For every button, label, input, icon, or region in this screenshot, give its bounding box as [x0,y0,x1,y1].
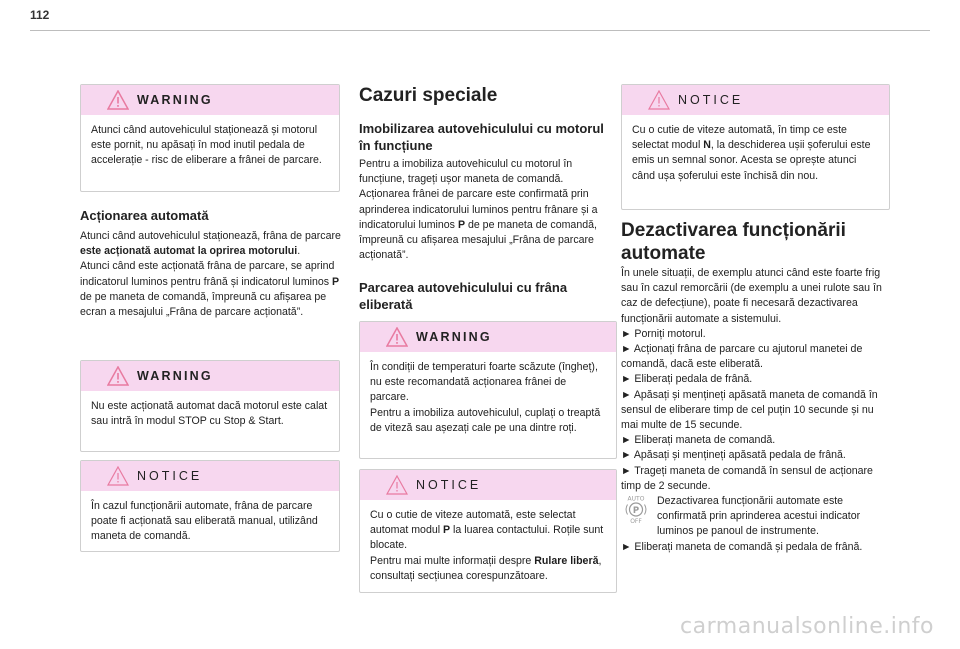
notice-box-automatic-gearbox [359,469,617,593]
step-item: ► Eliberați pedala de frână. [621,373,753,386]
step-item-last: ► Eliberați maneta de comandă și pedala de frână. [621,540,863,553]
auto-text-part: . [297,245,301,258]
warning-box-stop-start [80,360,340,452]
icon-text-auto: AUTO [627,495,645,503]
immobilising-text [359,157,621,263]
auto-p-off-indicator-icon [619,494,653,524]
automatic-activation-heading: Acționarea automată [80,208,209,223]
warning-title: WARNING [416,330,492,344]
deactivation-heading: Dezactivarea funcționării automate [621,220,846,264]
indicator-row [621,494,891,540]
notice-text-bold: P [443,524,451,537]
warning-text: Nu este acționată automat dacă motorul este calat sau intră în modul STOP cu Stop & Start. [91,400,328,428]
notice-text-part: la luarea contactului. Roțile sunt blocate. [370,524,604,552]
automatic-activation-text [80,229,342,320]
indicator-text: Dezactivarea funcționării automate este confirmată prin aprinderea acestui indicator luminos pe panoul de instrumente. [657,495,861,538]
step-item: ► Apăsați și mențineți apăsată pedala de frână. [621,449,846,462]
notice-box-manual [80,460,340,552]
top-divider [30,30,930,31]
notice-text-part: Pentru mai multe informații despre [370,554,535,567]
deactivation-intro: În unele situații, de exemplu atunci când este foarte frig sau în cazul remorcării (de exemplu a unei rulote sau în caz de defecțiune), poate fi necesară dezactivarea funcționării automate a sistemului. [621,267,882,325]
icon-text-p: P [632,505,640,516]
watermark: carmanualsonline.info [680,614,934,639]
auto-text-part: Atunci când autovehiculul staționează, frâna de parcare [80,230,341,242]
page-number: 112 [30,8,50,22]
notice-title: NOTICE [678,93,744,107]
warning-header [81,361,339,391]
notice-text-bold: Rulare liberă [534,554,599,567]
step-item: ► Porniți motorul. [621,327,706,340]
step-item: ► Acționați frâna de parcare cu ajutorul manetei de comandă, dacă este eliberată. [621,343,863,371]
step-item: ► Trageți maneta de comandă în sensul de acționare timp de 2 secunde. [621,464,873,492]
warning-triangle-icon [386,327,408,347]
warning-triangle-icon [107,366,129,386]
auto-text-part: de pe maneta de comandă, împreună cu afișarea pe ecran a mesajului „Frâna de parcare acționată”. [80,290,327,319]
notice-header [81,461,339,491]
warning-header [81,85,339,115]
auto-text-part: Atunci când este acționată frâna de parcare, se aprind indicatorul luminos pentru frână și indicatorul luminos [80,260,335,288]
icon-text-off: OFF [630,518,642,525]
auto-text-bold: P [332,275,340,288]
notice-text [622,115,889,192]
special-cases-heading: Cazuri speciale [359,85,498,106]
warning-title: WARNING [137,369,213,383]
deactivation-content [621,266,891,555]
immobilising-text-part: Pentru a imobiliza autovehiculul cu motorul în funcțiune, trageți ușor maneta de comandă. [359,158,573,186]
notice-triangle-icon [648,90,670,110]
warning-text: Atunci când autovehiculul staționează și motorul este pornit, nu apăsați în mod inutil pedala de accelerație - risc de eliberare a frânei de parcare. [91,124,322,167]
warning-text-part: În condiții de temperaturi foarte scăzute (îngheț), nu este recomandată acționarea frânei de parcare. [370,361,598,404]
notice-title: NOTICE [137,469,203,483]
notice-triangle-icon [107,466,129,486]
notice-text [360,500,616,592]
warning-box-engine-running [80,84,340,192]
notice-text-part: , la deschiderea ușii șoferului este emis un semnal sonor. Acesta se oprește atunci când ușa șoferului este închisă din nou. [632,139,871,182]
notice-title: NOTICE [416,478,482,492]
notice-header [622,85,889,115]
immobilising-text-part: de pe maneta de comandă, împreună cu afișarea mesajului „Frâna de parcare acționată”. [359,218,597,262]
warning-text [360,352,616,444]
notice-text-part: Cu o cutie de viteze automată, este selectat automat modul [370,509,576,537]
immobilising-text-part: Acționarea frânei de parcare este confirmată prin aprinderea indicatorului luminos pentru frânare și a indicatorului luminos [359,188,598,231]
step-item: ► Apăsați și mențineți apăsată maneta de comandă în sensul de eliberare timp de cel puțin 10 secunde și nu mai multe de 15 secunde. [621,388,878,432]
notice-text-part: Cu o cutie de viteze automată, în timp ce este selectat modul [632,124,847,152]
notice-box-neutral-mode [621,84,890,210]
warning-header [360,322,616,352]
notice-text-bold: N [703,139,711,152]
step-item: ► Eliberați maneta de comandă. [621,434,776,447]
notice-text: În cazul funcționării automate, frâna de parcare poate fi acționată sau eliberată manual, utilizând maneta de comandă. [91,500,318,543]
warning-title: WARNING [137,93,213,107]
warning-text-part: Pentru a imobiliza autovehiculul, cuplați o treaptă de viteză sau așezați cale pe una dintre roți. [370,406,601,434]
notice-header [360,470,616,500]
immobilising-text-bold: P [457,218,466,231]
auto-text-bold: este acționată automat la oprirea motorului [80,245,298,258]
warning-triangle-icon [107,90,129,110]
notice-triangle-icon [386,475,408,495]
immobilising-heading: Imobilizarea autovehiculului cu motorul în funcțiune [359,121,604,153]
warning-box-freezing [359,321,617,459]
notice-text-part: , consultați secțiunea corespunzătoare. [370,554,602,582]
parking-released-heading: Parcarea autovehiculului cu frâna eliberată [359,280,568,312]
